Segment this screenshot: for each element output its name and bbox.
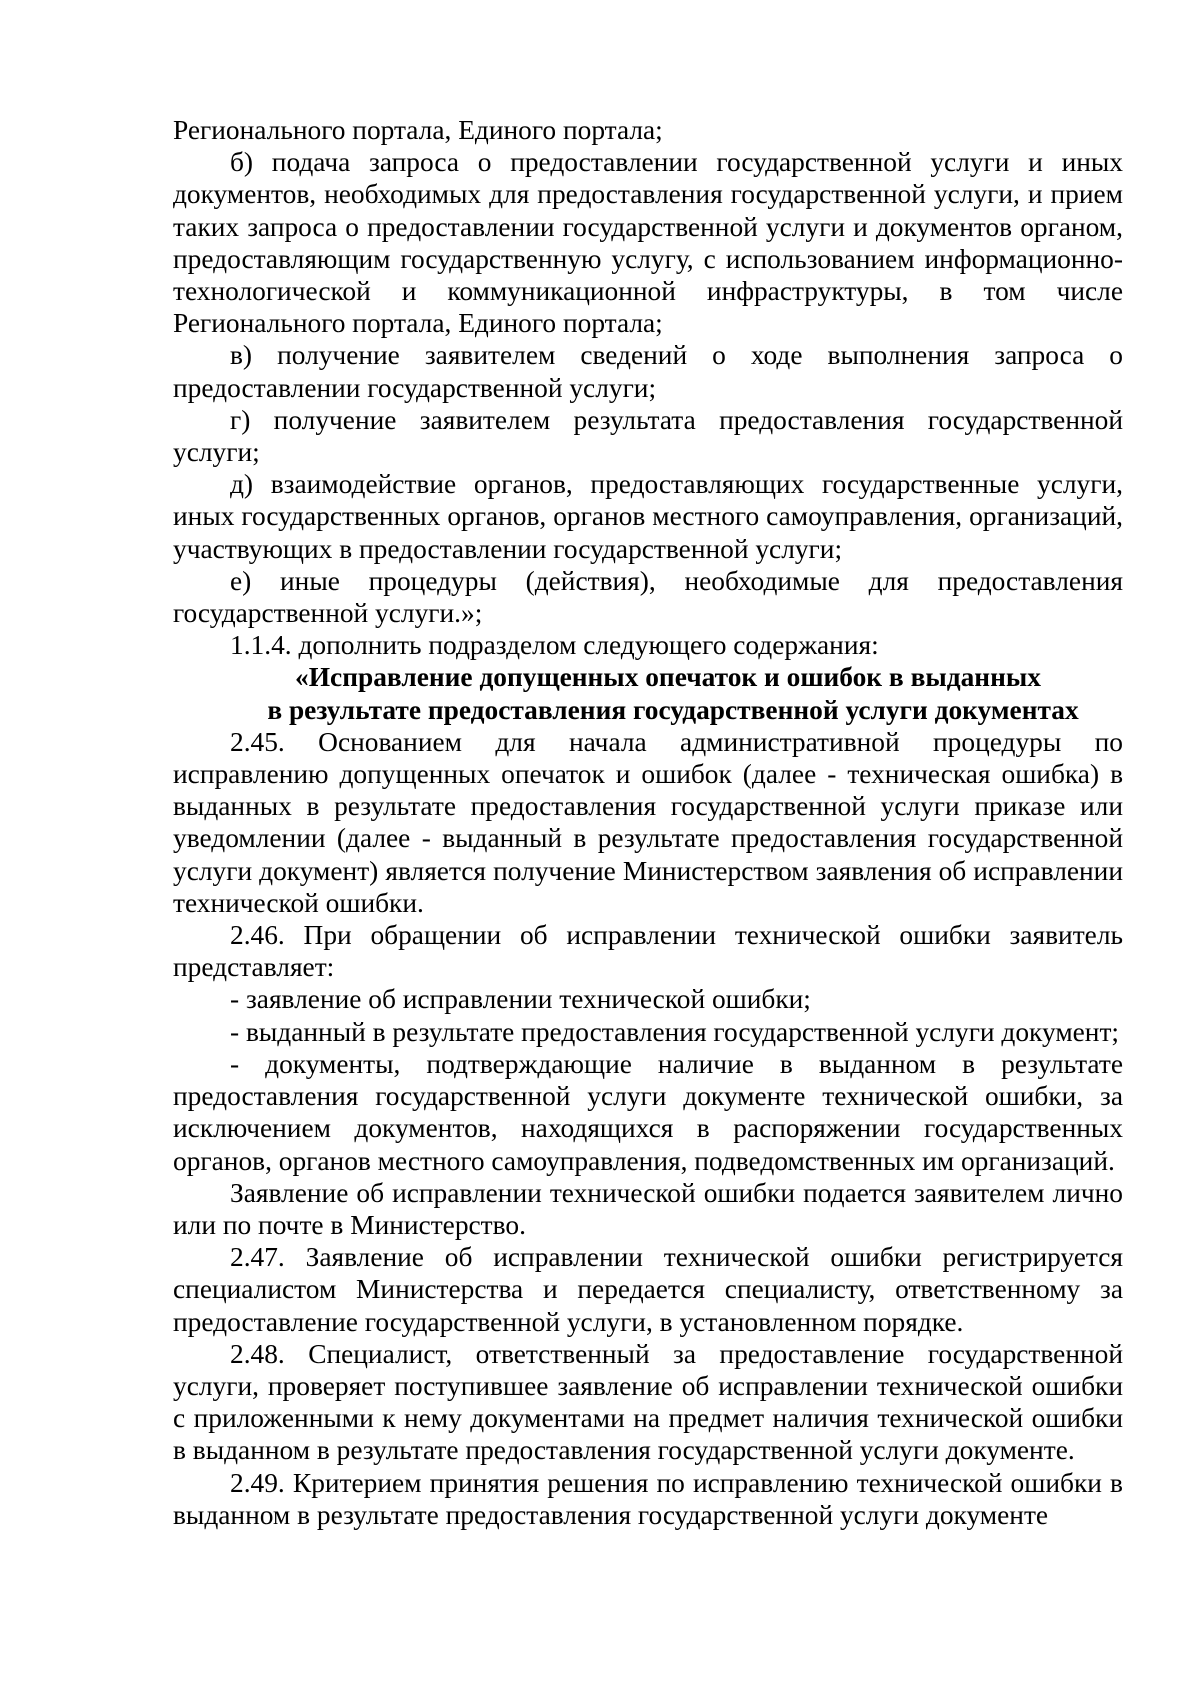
paragraph: Регионального портала, Единого портала; bbox=[173, 115, 663, 145]
paragraph: г) получение заявителем результата предоставления государственной услуги; bbox=[173, 404, 1123, 468]
paragraph: б) подача запроса о предоставлении государственной услуги и иных документов, необходимых для предоставления государственной услуги, и прием таких запроса о предоставлении государственной услуги и документов органом, предоставляющим государственную услугу, с использованием информационно-технологической и коммуникационной инфраструктуры, в том числе Регионального портала, Единого портала; bbox=[173, 147, 1123, 339]
paragraph: 2.45. Основанием для начала административной процедуры по исправлению допущенных опечаток и ошибок (далее - техническая ошибка) в выданных в результате предоставления государственной услуги приказе или уведомлении (далее - выданный в результате предоставления государственной услуги документ) является получение Министерством заявления об исправлении технической ошибки. bbox=[173, 726, 1123, 918]
paragraph: Заявление об исправлении технической ошибки подается заявителем лично или по почте в Министерство. bbox=[173, 1177, 1123, 1240]
section-title bbox=[173, 661, 1123, 725]
document-body bbox=[173, 114, 1123, 1531]
paragraph: е) иные процедуры (действия), необходимые для предоставления государственной услуги.»; bbox=[173, 565, 1123, 629]
list-item: - заявление об исправлении технической ошибки; bbox=[230, 984, 811, 1015]
paragraph: 1.1.4. дополнить подразделом следующего содержания: bbox=[230, 630, 879, 661]
paragraph: в) получение заявителем сведений о ходе выполнения запроса о предоставлении государственной услуги; bbox=[173, 340, 1123, 403]
section-title-line: «Исправление допущенных опечаток и ошибок в выданных bbox=[295, 662, 1041, 693]
paragraph: 2.47. Заявление об исправлении технической ошибки регистрируется специалистом Министерства и передается специалисту, ответственному за предоставление государственной услуги, в установленном порядке. bbox=[173, 1242, 1123, 1337]
paragraph: 2.48. Специалист, ответственный за предоставление государственной услуги, проверяет поступившее заявление об исправлении технической ошибки с приложенными к нему документами на предмет наличия технической ошибки в выданном в результате предоставления государственной услуги документе. bbox=[173, 1338, 1123, 1466]
paragraph: 2.49. Критерием принятия решения по исправлению технической ошибки в выданном в результате предоставления государственной услуги документе bbox=[173, 1467, 1123, 1530]
section-title-line: в результате предоставления государственной услуги документах bbox=[267, 694, 1079, 725]
list-item: - документы, подтверждающие наличие в выданном в результате предоставления государственной услуги документе технической ошибки, за исключением документов, находящихся в распоряжении государственных органов, органов местного самоуправления, подведомственных им организаций. bbox=[173, 1048, 1123, 1176]
paragraph: д) взаимодействие органов, предоставляющих государственные услуги, иных государственных органов, органов местного самоуправления, организаций, участвующих в предоставлении государственной услуги; bbox=[173, 469, 1123, 564]
list-item: - выданный в результате предоставления государственной услуги документ; bbox=[230, 1016, 1120, 1047]
paragraph: 2.46. При обращении об исправлении технической ошибки заявитель представляет: bbox=[173, 920, 1123, 983]
